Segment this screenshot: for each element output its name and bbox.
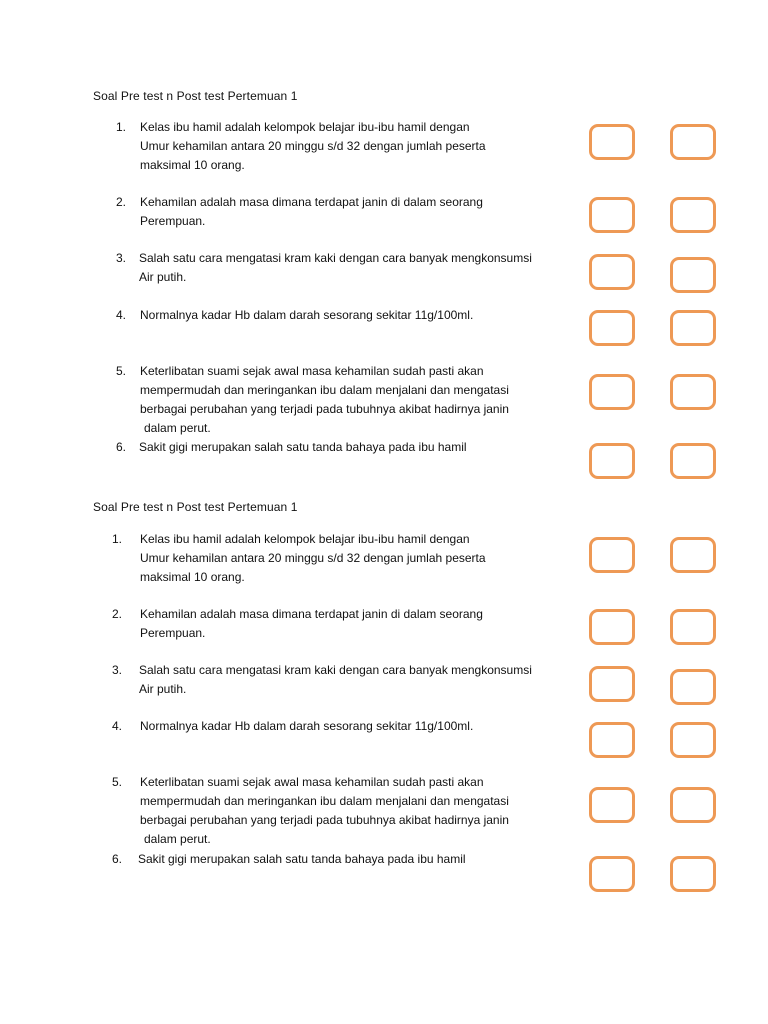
question-number: 3. xyxy=(116,251,127,265)
question-number: 6. xyxy=(116,440,127,454)
answer-box-true-q1[interactable] xyxy=(589,537,635,573)
question-2 xyxy=(112,605,483,643)
question-number: 1. xyxy=(116,120,127,134)
question-text: maksimal 10 orang. xyxy=(140,158,245,172)
question-number: 5. xyxy=(116,364,127,378)
question-text: Normalnya kadar Hb dalam darah sesorang sekitar 11g/100ml. xyxy=(140,719,474,733)
question-text: mempermudah dan meringankan ibu dalam menjalani dan mengatasi xyxy=(140,794,509,808)
question-number: 2. xyxy=(112,607,123,621)
question-text: dalam perut. xyxy=(144,421,211,435)
answer-box-false-q6[interactable] xyxy=(670,856,716,892)
question-number: 1. xyxy=(112,532,123,546)
question-text: Sakit gigi merupakan salah satu tanda bahaya pada ibu hamil xyxy=(139,440,467,454)
question-number: 4. xyxy=(112,719,123,733)
question-text: Perempuan. xyxy=(140,214,206,228)
question-text: Kelas ibu hamil adalah kelompok belajar ibu-ibu hamil dengan xyxy=(140,532,470,546)
question-text: Salah satu cara mengatasi kram kaki dengan cara banyak mengkonsumsi xyxy=(139,663,532,677)
question-number: 6. xyxy=(112,852,123,866)
answer-box-false-q2[interactable] xyxy=(670,609,716,645)
answer-box-true-q6[interactable] xyxy=(589,856,635,892)
question-text: Kehamilan adalah masa dimana terdapat janin di dalam seorang xyxy=(140,195,483,209)
question-text: Umur kehamilan antara 20 minggu s/d 32 dengan jumlah peserta xyxy=(140,551,486,565)
question-text: Kehamilan adalah masa dimana terdapat janin di dalam seorang xyxy=(140,607,483,621)
question-text: Sakit gigi merupakan salah satu tanda bahaya pada ibu hamil xyxy=(138,852,466,866)
answer-box-true-q2[interactable] xyxy=(589,609,635,645)
answer-box-true-q3[interactable] xyxy=(589,666,635,702)
section-title: Soal Pre test n Post test Pertemuan 1 xyxy=(93,500,298,514)
question-4 xyxy=(112,717,473,736)
question-text: Umur kehamilan antara 20 minggu s/d 32 dengan jumlah peserta xyxy=(140,139,486,153)
answer-box-true-q4[interactable] xyxy=(589,722,635,758)
question-text: mempermudah dan meringankan ibu dalam menjalani dan mengatasi xyxy=(140,383,509,397)
question-text: dalam perut. xyxy=(144,832,211,846)
question-text: Salah satu cara mengatasi kram kaki dengan cara banyak mengkonsumsi xyxy=(139,251,532,265)
section-title: Soal Pre test n Post test Pertemuan 1 xyxy=(93,89,298,103)
question-text: Perempuan. xyxy=(140,626,206,640)
question-text: berbagai perubahan yang terjadi pada tubuhnya akibat hadirnya janin xyxy=(140,813,509,827)
question-5 xyxy=(112,773,509,849)
answer-box-false-q4[interactable] xyxy=(670,722,716,758)
question-number: 5. xyxy=(112,775,123,789)
question-1 xyxy=(112,530,486,587)
question-text: Keterlibatan suami sejak awal masa kehamilan sudah pasti akan xyxy=(140,775,484,789)
question-text: Air putih. xyxy=(139,270,187,284)
question-number: 4. xyxy=(116,308,127,322)
question-6 xyxy=(112,850,466,869)
answer-box-false-q1[interactable] xyxy=(670,537,716,573)
question-text: maksimal 10 orang. xyxy=(140,570,245,584)
question-number: 2. xyxy=(116,195,127,209)
question-text: Normalnya kadar Hb dalam darah sesorang sekitar 11g/100ml. xyxy=(140,308,474,322)
question-text: Air putih. xyxy=(139,682,187,696)
question-number: 3. xyxy=(112,663,123,677)
question-text: Kelas ibu hamil adalah kelompok belajar ibu-ibu hamil dengan xyxy=(140,120,470,134)
answer-box-true-q5[interactable] xyxy=(589,787,635,823)
question-text: berbagai perubahan yang terjadi pada tubuhnya akibat hadirnya janin xyxy=(140,402,509,416)
question-3 xyxy=(112,661,532,699)
answer-box-false-q5[interactable] xyxy=(670,787,716,823)
answer-box-false-q3[interactable] xyxy=(670,669,716,705)
question-text: Keterlibatan suami sejak awal masa kehamilan sudah pasti akan xyxy=(140,364,484,378)
